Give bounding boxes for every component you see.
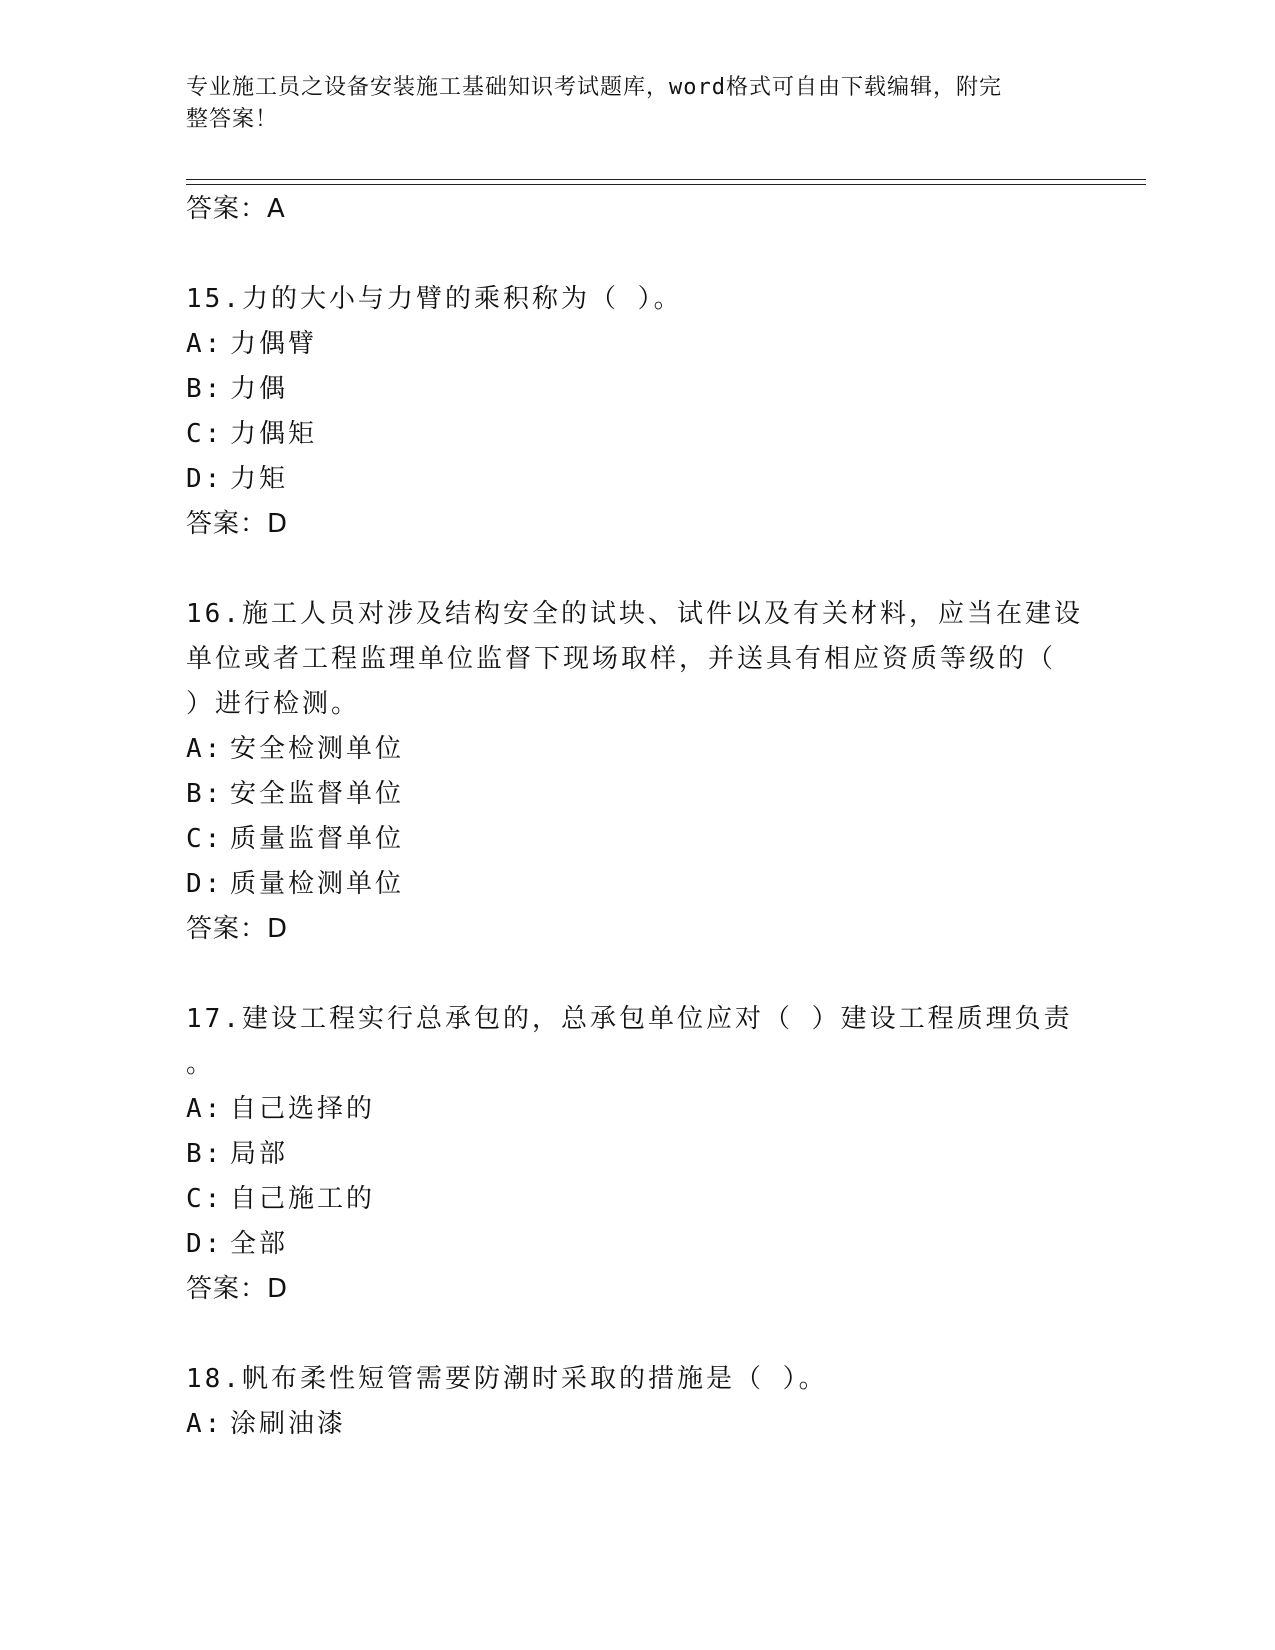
- option-text: 安全监督单位: [230, 779, 405, 809]
- q15-option-a: [186, 327, 317, 361]
- header-rule-bottom: [186, 184, 1146, 185]
- header-line-1: 专业施工员之设备安装施工基础知识考试题库，word格式可自由下载编辑，附完: [186, 75, 1002, 100]
- option-key: B:: [186, 374, 224, 404]
- q16-option-a: [186, 732, 404, 766]
- option-key: C:: [186, 824, 224, 854]
- q15-answer: 答案：D: [186, 509, 289, 539]
- q17-stem-line-1: 17.建设工程实行总承包的，总承包单位应对（ ）建设工程质理负责: [186, 1004, 1073, 1034]
- header-rule-top: [186, 179, 1146, 180]
- option-key: B:: [186, 779, 224, 809]
- option-key: D:: [186, 1229, 224, 1259]
- q18-option-a: [186, 1407, 346, 1441]
- option-key: C:: [186, 1184, 224, 1214]
- q16-stem-line-2: 单位或者工程监理单位监督下现场取样，并送具有相应资质等级的（: [186, 644, 1057, 674]
- header-line-2: 整答案！: [186, 107, 279, 132]
- option-text: 质量检测单位: [230, 869, 405, 899]
- q15-option-d: [186, 462, 288, 496]
- q17-answer: 答案：D: [186, 1274, 289, 1304]
- q17-option-d: [186, 1227, 288, 1261]
- option-text: 力偶矩: [230, 419, 318, 449]
- option-key: D:: [186, 464, 224, 494]
- q17-option-a: [186, 1092, 375, 1126]
- q16-stem-line-1: 16.施工人员对涉及结构安全的试块、试件以及有关材料，应当在建设: [186, 599, 1083, 629]
- q16-option-d: [186, 867, 404, 901]
- option-text: 力矩: [230, 464, 289, 494]
- option-text: 力偶臂: [230, 329, 318, 359]
- q16-answer: 答案：D: [186, 914, 289, 944]
- option-key: D:: [186, 869, 224, 899]
- option-text: 力偶: [230, 374, 289, 404]
- q16-option-b: [186, 777, 404, 811]
- prev-answer: 答案：A: [186, 194, 286, 224]
- option-key: A:: [186, 1094, 224, 1124]
- option-key: C:: [186, 419, 224, 449]
- q17-option-b: [186, 1137, 288, 1171]
- q17-stem-line-2: 。: [186, 1049, 216, 1079]
- option-text: 自己选择的: [230, 1094, 376, 1124]
- option-text: 全部: [230, 1229, 289, 1259]
- option-key: A:: [186, 329, 224, 359]
- q16-option-c: [186, 822, 404, 856]
- option-text: 涂刷油漆: [230, 1409, 347, 1439]
- option-key: A:: [186, 734, 224, 764]
- q15-option-c: [186, 417, 317, 451]
- q15-option-b: [186, 372, 288, 406]
- option-key: A:: [186, 1409, 224, 1439]
- option-key: B:: [186, 1139, 224, 1169]
- q18-stem: 18.帆布柔性短管需要防潮时采取的措施是（ ）。: [186, 1364, 828, 1394]
- option-text: 质量监督单位: [230, 824, 405, 854]
- document-header: [186, 72, 1066, 136]
- option-text: 局部: [230, 1139, 289, 1169]
- option-text: 安全检测单位: [230, 734, 405, 764]
- q15-stem: 15.力的大小与力臂的乘积称为（ ）。: [186, 284, 683, 314]
- q17-option-c: [186, 1182, 375, 1216]
- option-text: 自己施工的: [230, 1184, 376, 1214]
- q16-stem-line-3: ）进行检测。: [186, 689, 361, 719]
